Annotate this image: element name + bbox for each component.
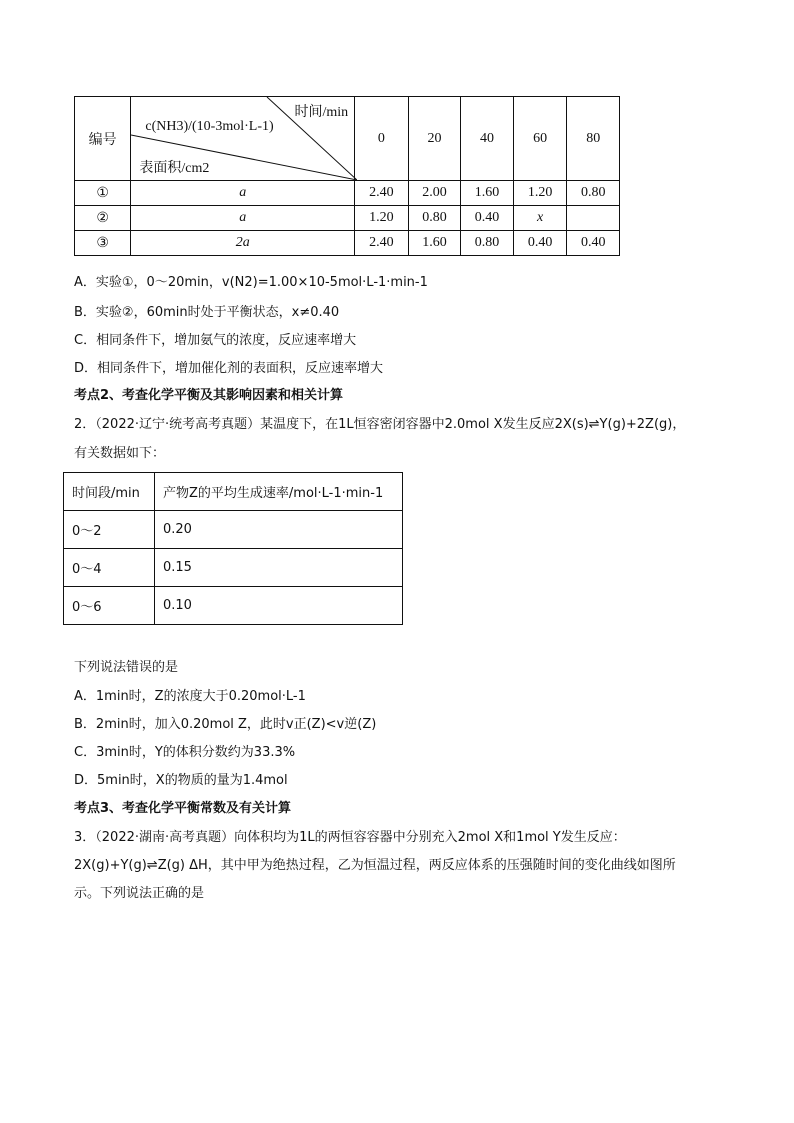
table-row xyxy=(75,206,620,231)
table-row xyxy=(64,511,403,549)
q1-option-a: A．实验①，0～20min，v(N2)=1.00×10-5mol·L-1·min-1 xyxy=(74,275,428,290)
col-header-period: 时间段/min xyxy=(64,473,155,511)
table-row xyxy=(64,587,403,625)
q3-stem-line2: 2X(g)+Y(g)⇌Z(g) ΔH，其中甲为绝热过程，乙为恒温过程，两反应体系的压强随时间的变化曲线如图所 xyxy=(74,858,676,873)
q2-option-a: A．1min时，Z的浓度大于0.20mol·L-1 xyxy=(74,689,306,704)
surface-area-label: 表面积/cm2 xyxy=(139,161,210,176)
cell-value: x xyxy=(513,206,567,231)
q3-stem-line3: 示。下列说法正确的是 xyxy=(74,886,205,901)
row-area: a xyxy=(131,181,355,206)
section-heading-kaodian3: 考点3、考查化学平衡常数及有关计算 xyxy=(74,801,292,816)
q2-stem-line1: 2．（2022·辽宁·统考高考真题）某温度下，在1L恒容密闭容器中2.0mol X发生反应2X(s)⇌Y(g)+2Z(g)， xyxy=(74,417,686,432)
q2-option-c: C．3min时，Y的体积分数约为33.3% xyxy=(74,745,296,760)
q2-question: 下列说法错误的是 xyxy=(74,660,179,675)
concentration-label: c(NH3)/(10-3mol·L-1) xyxy=(145,119,274,134)
row-area: a xyxy=(131,206,355,231)
time-header: 40 xyxy=(461,97,514,181)
table-row xyxy=(75,181,620,206)
cell-value: 0.40 xyxy=(461,206,514,231)
section-heading-kaodian2: 考点2、考查化学平衡及其影响因素和相关计算 xyxy=(74,388,344,403)
col-id-header: 编号 xyxy=(75,97,131,181)
cell-rate: 0.15 xyxy=(155,549,403,587)
cell-value: 0.40 xyxy=(513,231,567,256)
cell-value: 1.60 xyxy=(461,181,514,206)
q2-option-b: B．2min时，加入0.20mol Z，此时v正(Z)<v逆(Z) xyxy=(74,717,377,732)
rate-data-table xyxy=(74,96,620,256)
q1-option-c: C．相同条件下，增加氨气的浓度，反应速率增大 xyxy=(74,333,357,348)
row-id: ③ xyxy=(75,231,131,256)
cell-period: 0～6 xyxy=(64,587,155,625)
cell-value: 0.80 xyxy=(461,231,514,256)
cell-rate: 0.10 xyxy=(155,587,403,625)
cell-value: 1.20 xyxy=(513,181,567,206)
cell-value: 2.40 xyxy=(355,181,409,206)
time-header: 20 xyxy=(408,97,461,181)
col-header-rate: 产物Z的平均生成速率/mol·L-1·min-1 xyxy=(155,473,403,511)
table-row xyxy=(75,231,620,256)
time-axis-label: 时间/min xyxy=(294,105,349,120)
cell-value: 2.40 xyxy=(355,231,409,256)
z-rate-table xyxy=(63,472,403,625)
cell-value: 1.60 xyxy=(408,231,461,256)
cell-value xyxy=(567,206,620,231)
row-area: 2a xyxy=(131,231,355,256)
time-header: 60 xyxy=(513,97,567,181)
q2-stem-line2: 有关数据如下： xyxy=(74,446,166,461)
cell-period: 0～2 xyxy=(64,511,155,549)
q2-option-d: D．5min时，X的物质的量为1.4mol xyxy=(74,773,288,788)
q3-stem-line1: 3．（2022·湖南·高考真题）向体积均为1L的两恒容容器中分别充入2mol X和1mol Y发生反应： xyxy=(74,830,626,845)
cell-value: 0.40 xyxy=(567,231,620,256)
q1-option-b: B．实验②，60min时处于平衡状态，x≠0.40 xyxy=(74,305,340,320)
diagonal-header-cell xyxy=(131,97,355,181)
q1-option-d: D．相同条件下，增加催化剂的表面积，反应速率增大 xyxy=(74,361,384,376)
cell-period: 0～4 xyxy=(64,549,155,587)
time-header: 80 xyxy=(567,97,620,181)
cell-rate: 0.20 xyxy=(155,511,403,549)
time-header: 0 xyxy=(355,97,409,181)
cell-value: 1.20 xyxy=(355,206,409,231)
cell-value: 2.00 xyxy=(408,181,461,206)
cell-value: 0.80 xyxy=(567,181,620,206)
cell-value: 0.80 xyxy=(408,206,461,231)
table-row xyxy=(64,549,403,587)
row-id: ① xyxy=(75,181,131,206)
row-id: ② xyxy=(75,206,131,231)
